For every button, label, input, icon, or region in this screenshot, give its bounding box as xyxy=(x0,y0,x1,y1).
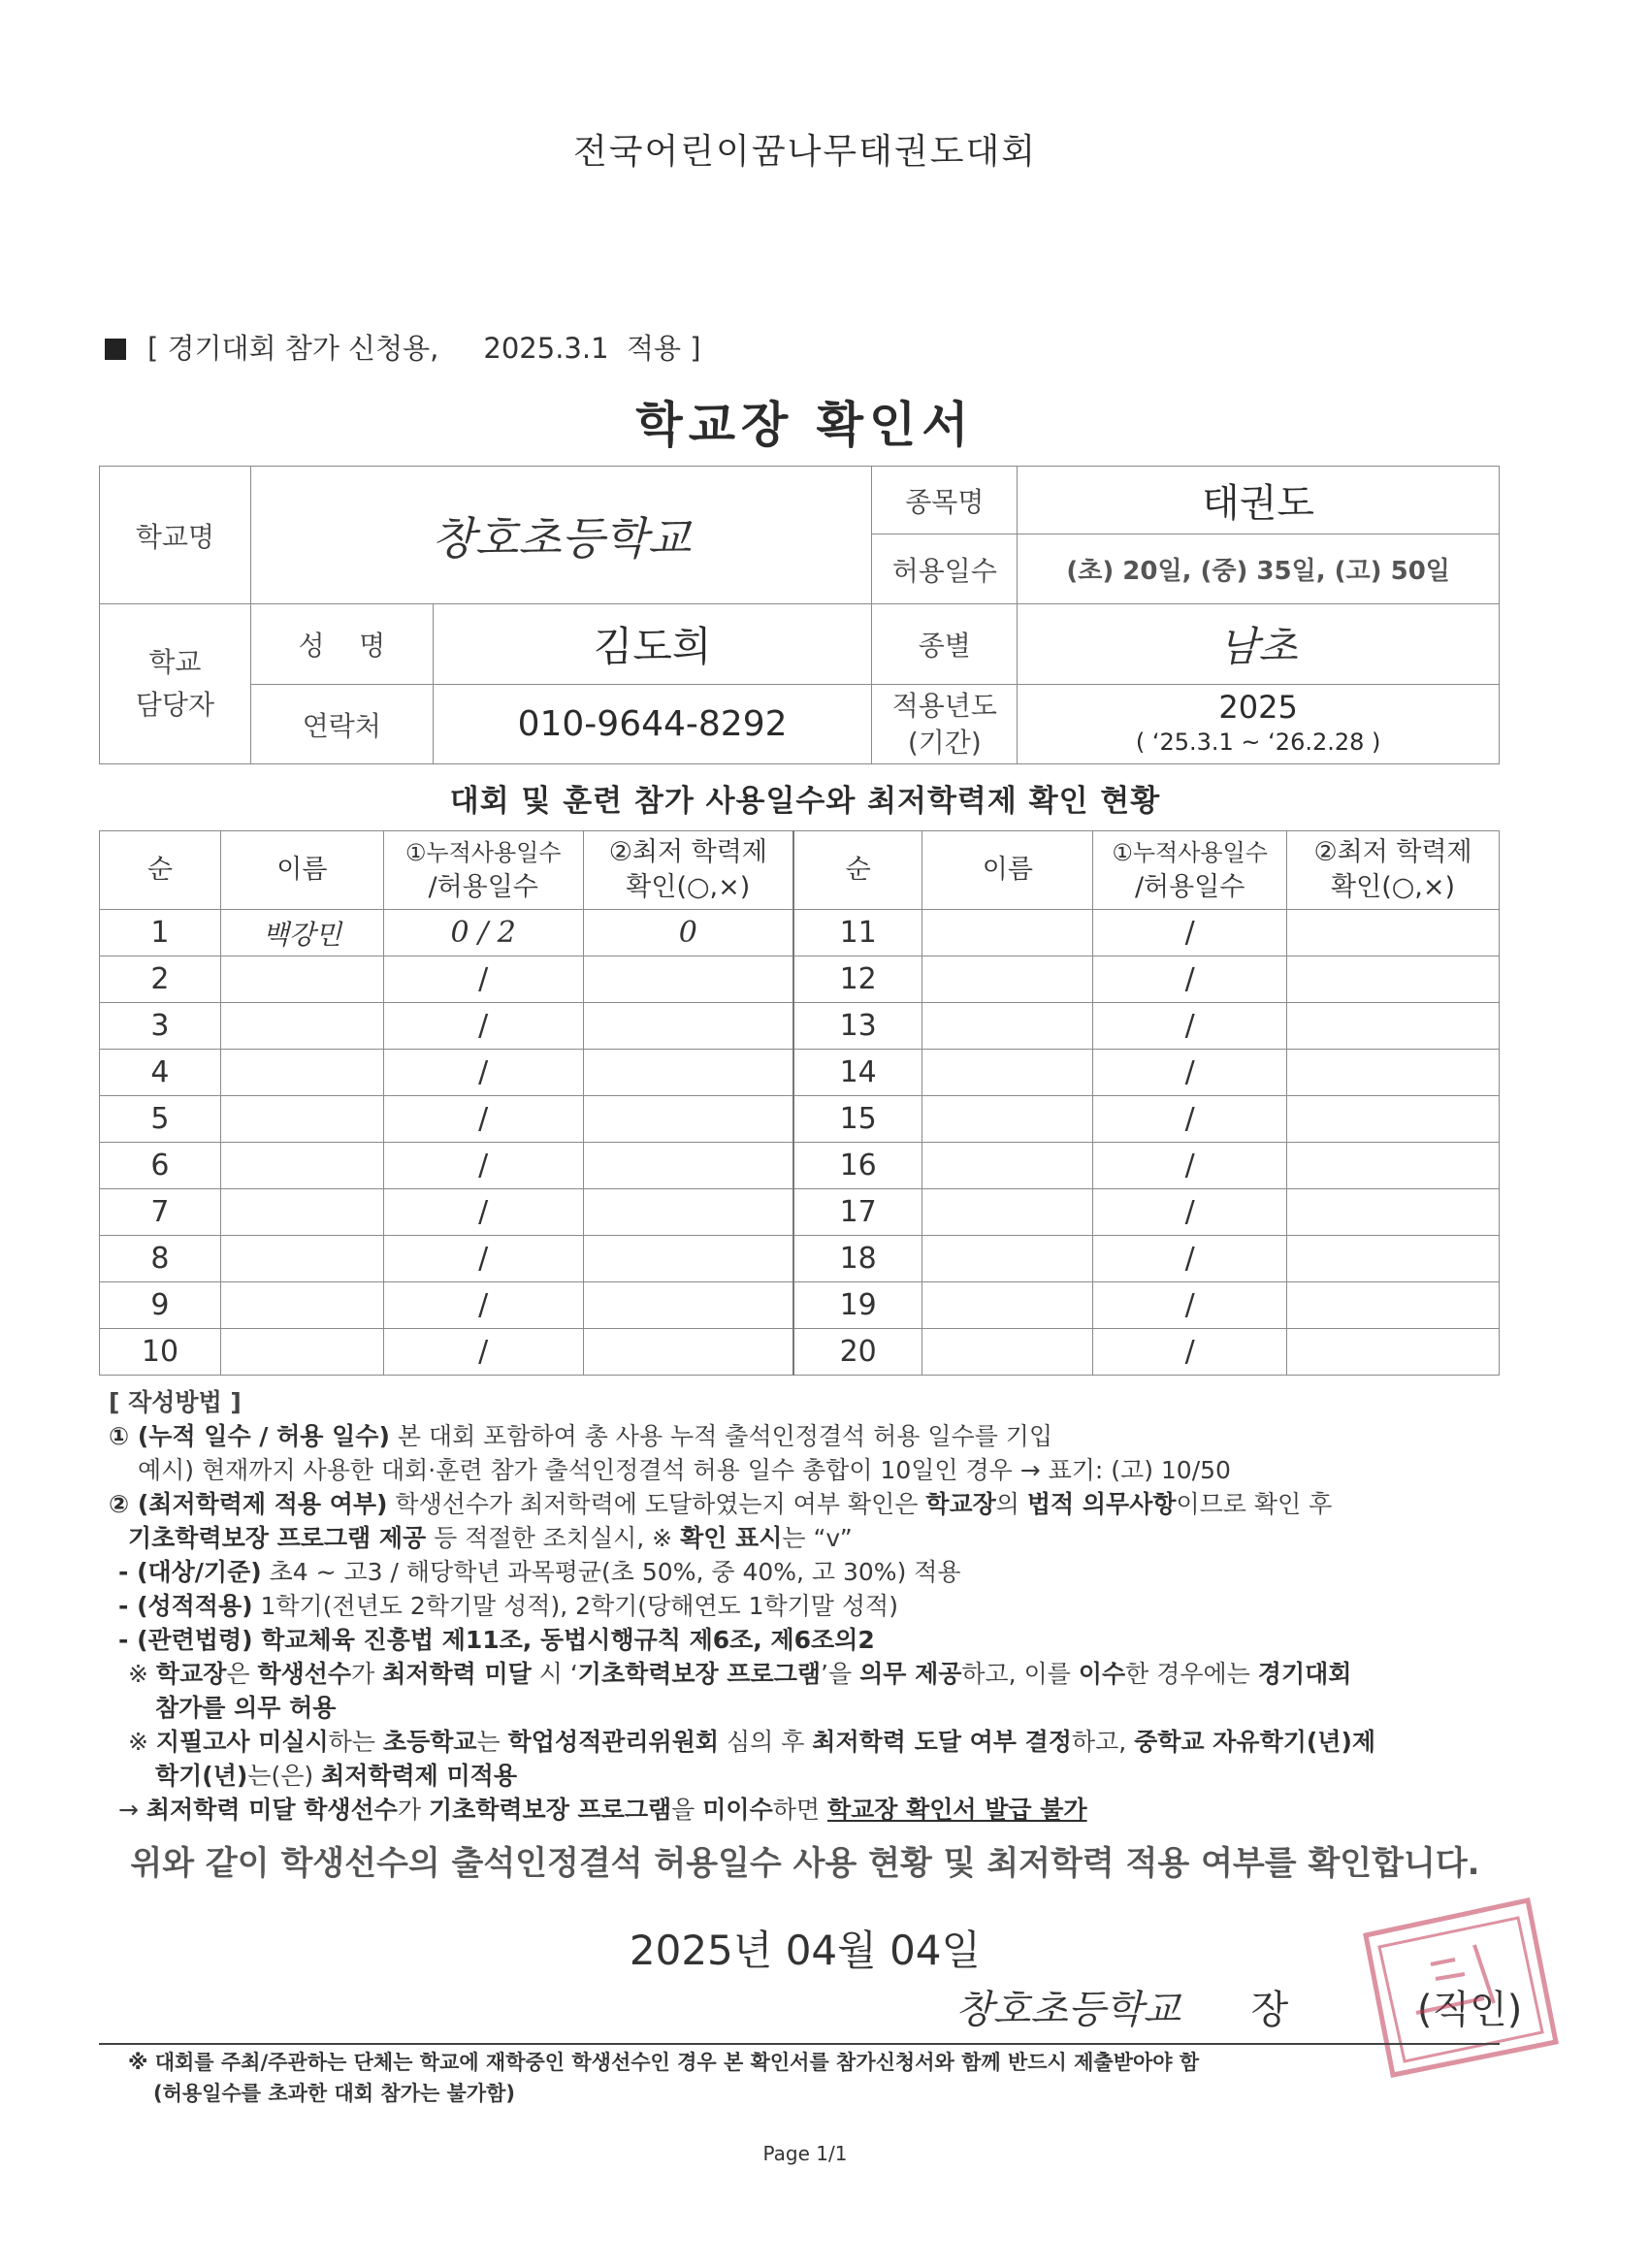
signature-school: 창호초등학교 xyxy=(955,1988,1180,2032)
manager-label xyxy=(100,604,251,764)
row-check xyxy=(583,956,793,1003)
year-value: 2025 xyxy=(1218,688,1298,726)
row-days: / xyxy=(383,1003,583,1050)
header-min-line1: ②최저 학력제 xyxy=(1313,837,1472,867)
footer-note-line2: (허용일수를 초과한 대회 참가는 불가함) xyxy=(153,2082,516,2105)
row-days: / xyxy=(1093,1050,1287,1096)
arrow-note-text: 을 xyxy=(671,1796,703,1824)
row-days: / xyxy=(1093,1282,1287,1329)
header-min xyxy=(583,831,793,910)
row-number: 20 xyxy=(793,1329,922,1376)
row-days: / xyxy=(1093,910,1287,956)
square-bullet-icon xyxy=(105,339,126,360)
row-number: 4 xyxy=(100,1050,221,1096)
instruction-2-text: 등 적절한 조치실시, ※ xyxy=(426,1524,681,1552)
instruction-2-title: ② (최저학력제 적용 여부) xyxy=(109,1490,388,1518)
row-check xyxy=(583,1050,793,1096)
seal-label: (직인) xyxy=(1416,1988,1523,2032)
row-name xyxy=(220,1096,383,1143)
row-check xyxy=(1287,1143,1500,1189)
arrow-note-text: 가 xyxy=(397,1796,429,1824)
row-name xyxy=(922,1329,1093,1376)
row-number: 16 xyxy=(793,1143,922,1189)
note-2-text: 최저학력제 미적용 xyxy=(321,1762,517,1790)
arrow-note-text: 최저학력 미달 학생선수 xyxy=(146,1796,398,1824)
table-row xyxy=(100,956,1500,1003)
row-days: / xyxy=(1093,1143,1287,1189)
row-name xyxy=(220,1329,383,1376)
note-2-text: 하고, xyxy=(1071,1728,1135,1756)
category-label: 종별 xyxy=(872,604,1018,685)
issue-date: 2025년 04월 04일 xyxy=(629,1927,982,1974)
row-name xyxy=(922,1282,1093,1329)
row-days: / xyxy=(383,1050,583,1096)
row-days: / xyxy=(383,1329,583,1376)
instruction-2-mark: 확인 표시 xyxy=(680,1524,783,1552)
row-check xyxy=(583,1282,793,1329)
event-label: 종목명 xyxy=(872,467,1018,535)
table-row xyxy=(100,910,1500,956)
row-check xyxy=(1287,910,1500,956)
row-name xyxy=(220,1050,383,1096)
row-name xyxy=(220,1282,383,1329)
header-no: 순 xyxy=(100,831,221,910)
note-1-text: 학생선수 xyxy=(257,1660,352,1688)
arrow-note-underlined: 학교장 확인서 발급 불가 xyxy=(826,1796,1087,1824)
row-number: 2 xyxy=(100,956,221,1003)
note-1-text: 참가를 의무 허용 xyxy=(155,1694,337,1722)
row-days: / xyxy=(383,956,583,1003)
table-row xyxy=(100,1050,1500,1096)
row-days: / xyxy=(383,1096,583,1143)
row-number: 12 xyxy=(793,956,922,1003)
row-check xyxy=(583,1236,793,1282)
header-min xyxy=(1287,831,1500,910)
note-1 xyxy=(109,1657,1544,1691)
table-row xyxy=(100,1236,1500,1282)
arrow-note-text: 하면 xyxy=(772,1796,827,1824)
row-days: / xyxy=(1093,956,1287,1003)
table-row xyxy=(100,1003,1500,1050)
category-value: 남초 xyxy=(1018,604,1500,685)
row-number: 1 xyxy=(100,910,221,956)
note-2 xyxy=(109,1725,1544,1759)
school-name-value: 창호초등학교 xyxy=(250,467,872,604)
row-number: 8 xyxy=(100,1236,221,1282)
note-2-text: 는 xyxy=(476,1728,508,1756)
year-label-line2: (기간) xyxy=(907,726,982,759)
instruction-1 xyxy=(109,1419,1544,1453)
header-days-line1: ①누적사용일수 xyxy=(404,839,562,866)
person-name-value: 김도희 xyxy=(433,604,872,685)
arrow-note xyxy=(109,1793,1544,1827)
note-2-text: 중학교 자유학기(년)제 xyxy=(1134,1728,1376,1756)
signature-title: 장 xyxy=(1250,1988,1289,2032)
note-1-text: 이수 xyxy=(1078,1660,1126,1688)
arrow-note-text: 미이수 xyxy=(702,1796,773,1824)
arrow-note-mark: → xyxy=(118,1796,146,1824)
info-table xyxy=(99,466,1500,764)
school-name-label: 학교명 xyxy=(100,467,251,604)
row-name xyxy=(220,1236,383,1282)
event-value: 태권도 xyxy=(1018,467,1500,535)
law-line xyxy=(109,1623,1544,1657)
instruction-1-example: 예시) 현재까지 사용한 대회·훈련 참가 출석인정결석 허용 일수 총합이 10일인 경우 → 표기: (고) 10/50 xyxy=(138,1456,1231,1484)
table-row xyxy=(100,1329,1500,1376)
note-2-mark: ※ xyxy=(128,1728,156,1756)
note-2-text: 학기(년) xyxy=(155,1762,248,1790)
target-text: 초4 ~ 고3 / 해당학년 과목평균(초 50%, 중 40%, 고 30%) 적용 xyxy=(261,1558,961,1586)
confirmation-statement: 위와 같이 학생선수의 출석인정결석 허용일수 사용 현황 및 최저학력 적용 여부를 확인합니다. xyxy=(130,1844,1480,1883)
row-check xyxy=(583,1003,793,1050)
row-check xyxy=(1287,956,1500,1003)
table-row xyxy=(100,1282,1500,1329)
period-value: ( ‘25.3.1 ~ ‘26.2.28 ) xyxy=(1135,728,1381,756)
header-days-line2: /허용일수 xyxy=(1134,872,1245,902)
instruction-2-text: 이므로 확인 후 xyxy=(1176,1490,1333,1518)
header-name: 이름 xyxy=(220,831,383,910)
section-title: 대회 및 훈련 참가 사용일수와 최저학력제 확인 현황 xyxy=(449,784,1161,819)
row-name xyxy=(922,1143,1093,1189)
row-name xyxy=(922,1003,1093,1050)
note-1-text: 은 xyxy=(226,1660,258,1688)
header-min-line2: 확인(○,×) xyxy=(626,872,751,902)
instruction-2-text: 학생선수가 최저학력에 도달하였는지 여부 확인은 xyxy=(387,1490,926,1518)
header-title: 전국어린이꿈나무태권도대회 xyxy=(572,132,1038,172)
instructions-heading: [ 작성방법 ] xyxy=(109,1388,242,1416)
row-number: 14 xyxy=(793,1050,922,1096)
note-2-text: 최저학력 도달 여부 결정 xyxy=(812,1728,1072,1756)
row-days: / xyxy=(383,1282,583,1329)
table-row xyxy=(100,1096,1500,1143)
row-name xyxy=(220,956,383,1003)
document-title: 학교장 확인서 xyxy=(635,397,975,453)
note-2-text: 학업성적관리위원회 xyxy=(507,1728,719,1756)
year-cell xyxy=(1018,685,1500,764)
manager-label-line1: 학교 xyxy=(148,646,202,678)
header-days-line2: /허용일수 xyxy=(428,872,538,902)
grade-text: 1학기(전년도 2학기말 성적), 2학기(당해연도 1학기말 성적) xyxy=(252,1592,898,1620)
row-check xyxy=(1287,1282,1500,1329)
note-2-text: 심의 후 xyxy=(719,1728,813,1756)
row-number: 18 xyxy=(793,1236,922,1282)
note-1-text: 학교장 xyxy=(155,1660,227,1688)
row-number: 15 xyxy=(793,1096,922,1143)
row-name xyxy=(922,1050,1093,1096)
row-number: 9 xyxy=(100,1282,221,1329)
instruction-2-text: 의 xyxy=(995,1490,1027,1518)
note-1-text: 가 xyxy=(351,1660,383,1688)
target-line xyxy=(109,1555,1544,1589)
instruction-2-program: 기초학력보장 프로그램 제공 xyxy=(128,1524,427,1552)
row-name xyxy=(220,1143,383,1189)
header-days-line1: ①누적사용일수 xyxy=(1112,839,1268,866)
row-days: / xyxy=(1093,1236,1287,1282)
header-no: 순 xyxy=(793,831,922,910)
note-1-text: 기초학력보장 프로그램 xyxy=(577,1660,822,1688)
row-check: 0 xyxy=(583,910,793,956)
row-check xyxy=(1287,1096,1500,1143)
row-check xyxy=(583,1189,793,1236)
tagline xyxy=(105,327,701,367)
law-title: - (관련법령) xyxy=(118,1626,253,1654)
row-number: 17 xyxy=(793,1189,922,1236)
row-name xyxy=(220,1189,383,1236)
contact-label: 연락처 xyxy=(250,685,433,764)
row-name xyxy=(922,1236,1093,1282)
row-name xyxy=(922,956,1093,1003)
row-name: 백강민 xyxy=(220,910,383,956)
table-row xyxy=(100,1143,1500,1189)
note-1-text: 최저학력 미달 xyxy=(382,1660,532,1688)
row-days: / xyxy=(1093,1329,1287,1376)
instruction-1-text: 본 대회 포함하여 총 사용 누적 출석인정결석 허용 일수를 기입 xyxy=(389,1422,1053,1450)
roster-table xyxy=(99,830,1500,1376)
row-check xyxy=(1287,1236,1500,1282)
row-days: / xyxy=(1093,1003,1287,1050)
instruction-2 xyxy=(109,1487,1544,1521)
arrow-note-text: 기초학력보장 프로그램 xyxy=(428,1796,672,1824)
header-days xyxy=(1093,831,1287,910)
grade-line xyxy=(109,1589,1544,1623)
row-number: 13 xyxy=(793,1003,922,1050)
note-1-text: 시 ‘ xyxy=(531,1660,578,1688)
table-row xyxy=(100,1189,1500,1236)
row-check xyxy=(1287,1329,1500,1376)
note-1-text: ’을 xyxy=(821,1660,860,1688)
manager-label-line2: 담당자 xyxy=(135,689,214,721)
row-name xyxy=(922,1096,1093,1143)
footer-divider xyxy=(99,2043,1500,2045)
header-name: 이름 xyxy=(922,831,1093,910)
note-2-text: 초등학교 xyxy=(382,1728,477,1756)
note-1-text: 하고, 이를 xyxy=(961,1660,1079,1688)
row-check xyxy=(1287,1050,1500,1096)
row-number: 10 xyxy=(100,1329,221,1376)
row-days: / xyxy=(383,1236,583,1282)
person-name-label: 성 명 xyxy=(250,604,433,685)
allowed-days-label: 허용일수 xyxy=(872,535,1018,604)
note-1-text: 한 경우에는 xyxy=(1125,1660,1258,1688)
row-days: / xyxy=(1093,1096,1287,1143)
header-days xyxy=(383,831,583,910)
row-number: 3 xyxy=(100,1003,221,1050)
row-days: / xyxy=(383,1143,583,1189)
page-number: Page 1/1 xyxy=(762,2142,848,2165)
row-number: 5 xyxy=(100,1096,221,1143)
instruction-2-text: 는 “v” xyxy=(782,1524,853,1552)
tagline-text: [ 경기대회 참가 신청용, 2025.3.1 적용 ] xyxy=(147,332,701,365)
row-check xyxy=(1287,1003,1500,1050)
instruction-2-principal: 학교장 xyxy=(925,1490,996,1518)
row-check xyxy=(1287,1189,1500,1236)
instruction-2-duty: 법적 의무사항 xyxy=(1026,1490,1177,1518)
note-1-text: 의무 제공 xyxy=(859,1660,962,1688)
note-1-text: 경기대회 xyxy=(1257,1660,1352,1688)
row-number: 11 xyxy=(793,910,922,956)
footer-note-line1: ※ 대회를 주최/주관하는 단체는 학교에 재학중인 학생선수인 경우 본 확인서를 참가신청서와 함께 반드시 제출받아야 함 xyxy=(128,2051,1200,2074)
note-1-cont xyxy=(109,1691,1544,1725)
row-name xyxy=(922,910,1093,956)
row-check xyxy=(583,1096,793,1143)
row-number: 6 xyxy=(100,1143,221,1189)
grade-title: - (성적적용) xyxy=(118,1592,253,1620)
row-days: / xyxy=(1093,1189,1287,1236)
allowed-days-value: (초) 20일, (중) 35일, (고) 50일 xyxy=(1018,535,1500,604)
year-label xyxy=(872,685,1018,764)
row-days: / xyxy=(383,1189,583,1236)
year-label-line1: 적용년도 xyxy=(891,689,997,722)
row-number: 19 xyxy=(793,1282,922,1329)
row-days: 0 / 2 xyxy=(383,910,583,956)
row-number: 7 xyxy=(100,1189,221,1236)
contact-value: 010-9644-8292 xyxy=(433,685,872,764)
header-min-line2: 확인(○,×) xyxy=(1331,872,1456,902)
note-2-text: 는(은) xyxy=(247,1762,322,1790)
row-check xyxy=(583,1143,793,1189)
note-2-cont xyxy=(109,1759,1544,1793)
note-2-text: 지필고사 미실시 xyxy=(155,1728,329,1756)
table-header-row xyxy=(100,831,1500,910)
target-title: - (대상/기준) xyxy=(118,1558,262,1586)
instruction-2-cont xyxy=(109,1521,1544,1555)
row-name xyxy=(922,1189,1093,1236)
note-1-mark: ※ xyxy=(128,1660,156,1688)
law-text: 학교체육 진흥법 제11조, 동법시행규칙 제6조, 제6조의2 xyxy=(252,1626,875,1654)
header-min-line1: ②최저 학력제 xyxy=(608,837,767,867)
row-name xyxy=(220,1003,383,1050)
row-check xyxy=(583,1329,793,1376)
instruction-1-title: ① (누적 일수 / 허용 일수) xyxy=(109,1422,390,1450)
note-2-text: 하는 xyxy=(328,1728,383,1756)
instructions xyxy=(109,1385,1544,1827)
footer-note xyxy=(128,2047,1525,2109)
